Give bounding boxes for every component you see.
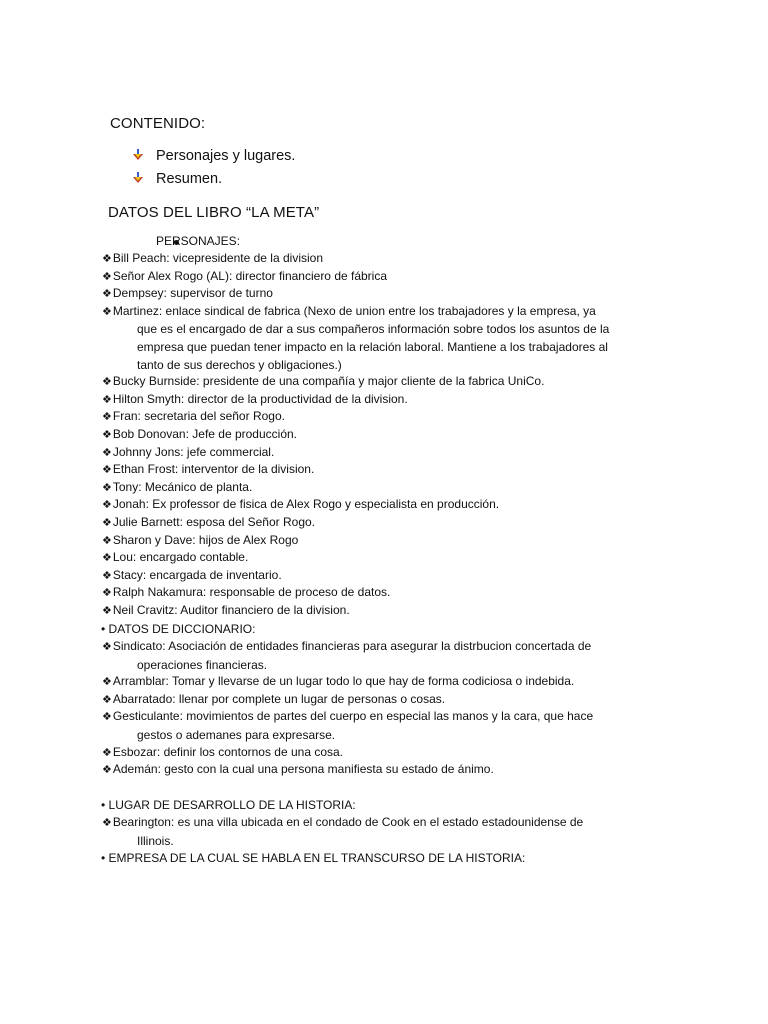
diamond-bullet-icon: ❖ bbox=[102, 817, 112, 829]
entry-continuation: que es el encargado de dar a sus compañeros información sobre todos los asuntos de la bbox=[137, 322, 610, 337]
entry-line: Esbozar: definir los contornos de una cosa. bbox=[112, 744, 344, 759]
entry-continuation: empresa que puedan tener impacto en la relación laboral. Mantiene a los trabajadores al bbox=[137, 339, 608, 354]
entry-line: Hilton Smyth: director de la productividad de la division. bbox=[112, 391, 408, 406]
diamond-bullet-icon: ❖ bbox=[102, 305, 112, 318]
list-item bbox=[102, 479, 662, 498]
lugar-label-text: LUGAR DE DESARROLLO DE LA HISTORIA: bbox=[108, 798, 356, 812]
list-item bbox=[102, 250, 662, 269]
list-item bbox=[102, 602, 662, 621]
list-item bbox=[102, 814, 662, 850]
list-item bbox=[102, 373, 662, 392]
entry-text bbox=[102, 391, 662, 410]
entry-line: Señor Alex Rogo (AL): director financiero de fábrica bbox=[112, 268, 388, 283]
personajes-label: PERSONAJES: bbox=[156, 234, 241, 248]
entry-text bbox=[102, 814, 662, 833]
entry-text bbox=[102, 408, 662, 427]
bullet-icon: • bbox=[101, 798, 106, 812]
diccionario-label-text: DATOS DE DICCIONARIO: bbox=[108, 622, 256, 636]
entry-line: Ademán: gesto con la cual una persona manifiesta su estado de ánimo. bbox=[112, 762, 494, 777]
entry-text bbox=[102, 532, 662, 551]
entry-text bbox=[102, 461, 662, 480]
diamond-bullet-icon: ❖ bbox=[102, 393, 112, 406]
diamond-bullet-icon: ❖ bbox=[102, 569, 112, 582]
diamond-bullet-icon: ❖ bbox=[102, 746, 112, 759]
entry-text bbox=[102, 584, 662, 603]
list-item bbox=[102, 638, 662, 674]
bullet-icon: • bbox=[101, 851, 106, 865]
entry-text bbox=[102, 744, 662, 763]
entry-line: Fran: secretaria del señor Rogo. bbox=[112, 409, 285, 424]
list-item bbox=[102, 673, 662, 692]
list-item bbox=[102, 584, 662, 603]
diamond-bullet-icon: ❖ bbox=[102, 481, 112, 494]
list-item bbox=[102, 408, 662, 427]
diamond-bullet-icon: ❖ bbox=[102, 446, 112, 459]
entry-text bbox=[102, 444, 662, 463]
entry-text bbox=[102, 479, 662, 498]
entry-line: Neil Cravitz: Auditor financiero de la division. bbox=[112, 603, 350, 617]
list-item bbox=[102, 444, 662, 463]
list-item bbox=[102, 268, 662, 287]
entry-line: Tony: Mecánico de planta. bbox=[112, 479, 253, 494]
entry-line: Gesticulante: movimientos de partes del cuerpo en especial las manos y la cara, que hace bbox=[112, 709, 594, 724]
entry-line: Bearington: es una villa ubicada en el condado de Cook en el estado estadounidense de bbox=[112, 815, 584, 829]
entry-text bbox=[102, 303, 662, 322]
list-item bbox=[102, 761, 662, 780]
entry-line: Bill Peach: vicepresidente de la division bbox=[112, 251, 323, 265]
entry-line: Bob Donovan: Jefe de producción. bbox=[112, 427, 297, 441]
entry-text bbox=[102, 373, 662, 392]
contenido-heading: CONTENIDO: bbox=[110, 115, 206, 132]
entry-continuation: tanto de sus derechos y obligaciones.) bbox=[137, 357, 342, 372]
entry-line: Johnny Jons: jefe commercial. bbox=[112, 444, 275, 459]
entry-continuation: gestos o ademanes para expresarse. bbox=[137, 727, 336, 742]
diamond-bullet-icon: ❖ bbox=[102, 517, 112, 529]
list-item bbox=[102, 532, 662, 551]
list-item bbox=[102, 461, 662, 480]
entry-text bbox=[102, 602, 662, 621]
toc-item-resumen bbox=[132, 171, 222, 187]
entry-line: Stacy: encargada de inventario. bbox=[112, 567, 282, 582]
entry-text bbox=[102, 673, 662, 692]
diamond-bullet-icon: ❖ bbox=[102, 411, 112, 424]
diamond-bullet-icon: ❖ bbox=[102, 641, 112, 653]
diamond-bullet-icon: ❖ bbox=[102, 464, 112, 477]
diccionario-label bbox=[101, 621, 255, 639]
entry-text bbox=[102, 250, 662, 269]
datos-libro-heading: DATOS DEL LIBRO “LA META” bbox=[108, 204, 320, 221]
entry-text bbox=[102, 496, 662, 515]
entry-line: Julie Barnett: esposa del Señor Rogo. bbox=[112, 515, 315, 529]
diamond-bullet-icon: ❖ bbox=[102, 499, 112, 512]
list-item bbox=[102, 549, 662, 568]
entry-text bbox=[102, 285, 662, 304]
lugar-label bbox=[101, 797, 356, 815]
arrow-down-bullet-icon bbox=[132, 172, 144, 184]
entry-text bbox=[102, 426, 662, 445]
list-item bbox=[102, 708, 662, 744]
entry-line: Abarratado: llenar por complete un lugar de personas o cosas. bbox=[112, 691, 446, 706]
entry-text bbox=[102, 567, 662, 586]
entry-text bbox=[102, 268, 662, 287]
entry-line: Ethan Frost: interventor de la division. bbox=[112, 462, 315, 477]
toc-item-label: Resumen. bbox=[156, 171, 223, 187]
diamond-bullet-icon: ❖ bbox=[102, 587, 112, 600]
diamond-bullet-icon: ❖ bbox=[102, 270, 112, 283]
entry-line: Arramblar: Tomar y llevarse de un lugar todo lo que hay de forma codiciosa o indebida. bbox=[112, 674, 575, 689]
empresa-label-text: EMPRESA DE LA CUAL SE HABLA EN EL TRANSCURSO DE LA HISTORIA: bbox=[108, 851, 526, 865]
entry-line: Ralph Nakamura: responsable de proceso de datos. bbox=[112, 585, 391, 600]
diamond-bullet-icon: ❖ bbox=[102, 605, 112, 617]
diamond-bullet-icon: ❖ bbox=[102, 253, 112, 265]
entry-line: Martinez: enlace sindical de fabrica (Nexo de union entre los trabajadores y la empresa, ya bbox=[112, 303, 596, 318]
diamond-bullet-icon: ❖ bbox=[102, 429, 112, 441]
entry-continuation: Illinois. bbox=[137, 833, 174, 848]
entry-text bbox=[102, 638, 662, 657]
entry-line: Dempsey: supervisor de turno bbox=[112, 286, 273, 301]
list-item bbox=[102, 691, 662, 710]
entry-text bbox=[102, 708, 662, 727]
entry-line: Jonah: Ex professor de fisica de Alex Rogo y especialista en producción. bbox=[112, 497, 500, 512]
toc-item-label: Personajes y lugares. bbox=[156, 148, 296, 164]
empresa-label bbox=[101, 850, 525, 868]
entry-text bbox=[102, 514, 662, 533]
list-item bbox=[102, 303, 662, 374]
entry-text bbox=[102, 761, 662, 780]
diamond-bullet-icon: ❖ bbox=[102, 552, 112, 565]
diamond-bullet-icon: ❖ bbox=[102, 764, 112, 777]
entry-text bbox=[102, 691, 662, 710]
diamond-bullet-icon: ❖ bbox=[102, 711, 112, 724]
list-item bbox=[102, 391, 662, 410]
bullet-icon: • bbox=[101, 622, 106, 636]
arrow-down-bullet-icon bbox=[132, 149, 144, 161]
entry-line: Bucky Burnside: presidente de una compañía y major cliente de la fabrica UniCo. bbox=[112, 374, 545, 389]
entry-line: Sindicato: Asociación de entidades financieras para asegurar la distrbucion concertada de bbox=[112, 639, 592, 653]
diamond-bullet-icon: ❖ bbox=[102, 288, 112, 301]
diamond-bullet-icon: ❖ bbox=[102, 534, 112, 547]
list-item bbox=[102, 426, 662, 445]
entry-continuation: operaciones financieras. bbox=[137, 657, 268, 672]
diamond-bullet-icon: ❖ bbox=[102, 693, 112, 706]
list-item bbox=[102, 285, 662, 304]
list-item bbox=[102, 744, 662, 763]
list-item bbox=[102, 567, 662, 586]
toc-item-personajes bbox=[132, 148, 295, 164]
entry-text bbox=[102, 549, 662, 568]
list-item bbox=[102, 496, 662, 515]
entry-line: Lou: encargado contable. bbox=[112, 550, 249, 565]
entry-line: Sharon y Dave: hijos de Alex Rogo bbox=[112, 532, 299, 547]
list-item bbox=[102, 514, 662, 533]
diamond-bullet-icon: ❖ bbox=[102, 376, 112, 389]
diamond-bullet-icon: ❖ bbox=[102, 676, 112, 689]
